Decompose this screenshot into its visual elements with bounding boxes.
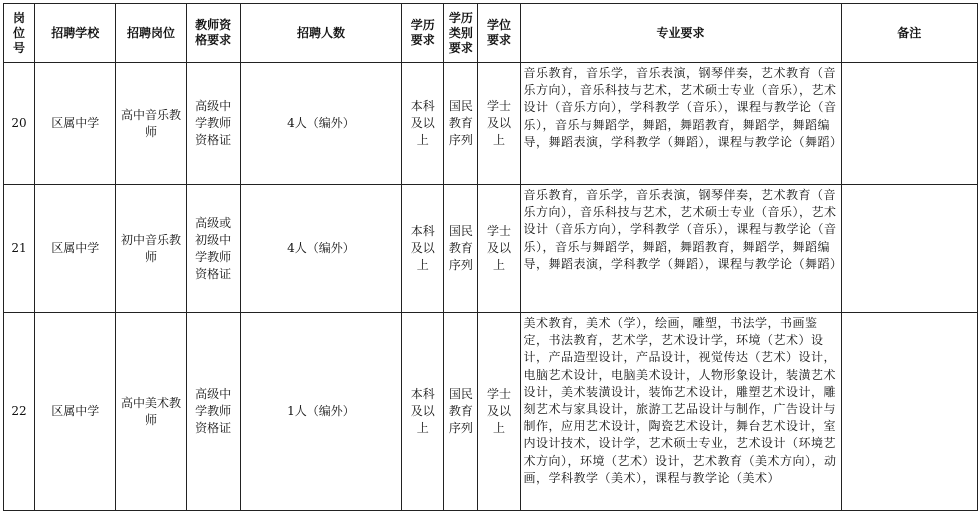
cell-position: 初中音乐教师 bbox=[116, 185, 186, 313]
cell-school: 区属中学 bbox=[35, 63, 116, 185]
cell-position: 高中音乐教师 bbox=[116, 63, 186, 185]
header-position: 招聘岗位 bbox=[116, 4, 186, 63]
table-row bbox=[4, 313, 978, 511]
cell-education: 本科及以上 bbox=[402, 313, 444, 511]
cell-count: 1人（编外） bbox=[240, 313, 401, 511]
cell-major: 音乐教育，音乐学，音乐表演，钢琴伴奏，艺术教育（音乐方向），音乐科技与艺术，艺术硕士专业（音乐），艺术设计（音乐方向），学科教学（音乐），课程与教学论（音乐），音乐与舞蹈学，舞蹈，舞蹈教育，舞蹈学，舞蹈编导，舞蹈表演，学科教学（舞蹈），课程与教学论（舞蹈） bbox=[520, 185, 841, 313]
recruitment-table bbox=[3, 3, 978, 511]
cell-degree: 学士及以上 bbox=[478, 313, 520, 511]
header-post-no: 岗位号 bbox=[4, 4, 35, 63]
cell-school: 区属中学 bbox=[35, 185, 116, 313]
header-count: 招聘人数 bbox=[240, 4, 401, 63]
cell-degree: 学士及以上 bbox=[478, 185, 520, 313]
cell-position: 高中美术教师 bbox=[116, 313, 186, 511]
cell-edu-type: 国民教育序列 bbox=[444, 185, 478, 313]
cell-edu-type: 国民教育序列 bbox=[444, 63, 478, 185]
header-remarks: 备注 bbox=[841, 4, 977, 63]
cell-qualification: 高级或初级中学教师资格证 bbox=[186, 185, 240, 313]
cell-count: 4人（编外） bbox=[240, 185, 401, 313]
header-edu-type: 学历类别要求 bbox=[444, 4, 478, 63]
header-education: 学历要求 bbox=[402, 4, 444, 63]
cell-post-no: 21 bbox=[4, 185, 35, 313]
cell-remarks bbox=[841, 185, 977, 313]
cell-education: 本科及以上 bbox=[402, 63, 444, 185]
cell-education: 本科及以上 bbox=[402, 185, 444, 313]
header-qualification: 教师资格要求 bbox=[186, 4, 240, 63]
cell-count: 4人（编外） bbox=[240, 63, 401, 185]
header-school: 招聘学校 bbox=[35, 4, 116, 63]
cell-major: 音乐教育，音乐学，音乐表演，钢琴伴奏，艺术教育（音乐方向），音乐科技与艺术，艺术硕士专业（音乐），艺术设计（音乐方向），学科教学（音乐），课程与教学论（音乐），音乐与舞蹈学，舞蹈，舞蹈教育，舞蹈学，舞蹈编导，舞蹈表演，学科教学（舞蹈），课程与教学论（舞蹈） bbox=[520, 63, 841, 185]
cell-post-no: 20 bbox=[4, 63, 35, 185]
cell-school: 区属中学 bbox=[35, 313, 116, 511]
cell-qualification: 高级中学教师资格证 bbox=[186, 313, 240, 511]
header-major: 专业要求 bbox=[520, 4, 841, 63]
cell-qualification: 高级中学教师资格证 bbox=[186, 63, 240, 185]
cell-edu-type: 国民教育序列 bbox=[444, 313, 478, 511]
cell-remarks bbox=[841, 63, 977, 185]
table-row bbox=[4, 63, 978, 185]
cell-remarks bbox=[841, 313, 977, 511]
table-row bbox=[4, 185, 978, 313]
cell-degree: 学士及以上 bbox=[478, 63, 520, 185]
cell-major: 美术教育，美术（学），绘画，雕塑，书法学，书画鉴定，书法教育，艺术学，艺术设计学，环境（艺术）设计，产品造型设计，产品设计，视觉传达（艺术）设计，电脑艺术设计，电脑美术设计，人物形象设计，装潢艺术设计，美术装潢设计，装饰艺术设计，雕塑艺术设计，雕刻艺术与家具设计，旅游工艺品设计与制作，广告设计与制作，应用艺术设计，陶瓷艺术设计，舞台艺术设计，室内设计技术，设计学，艺术硕士专业，艺术设计（环境艺术方向），环境（艺术）设计，艺术教育（美术方向），动画，学科教学（美术），课程与教学论（美术） bbox=[520, 313, 841, 511]
header-degree: 学位要求 bbox=[478, 4, 520, 63]
cell-post-no: 22 bbox=[4, 313, 35, 511]
header-row bbox=[4, 4, 978, 63]
